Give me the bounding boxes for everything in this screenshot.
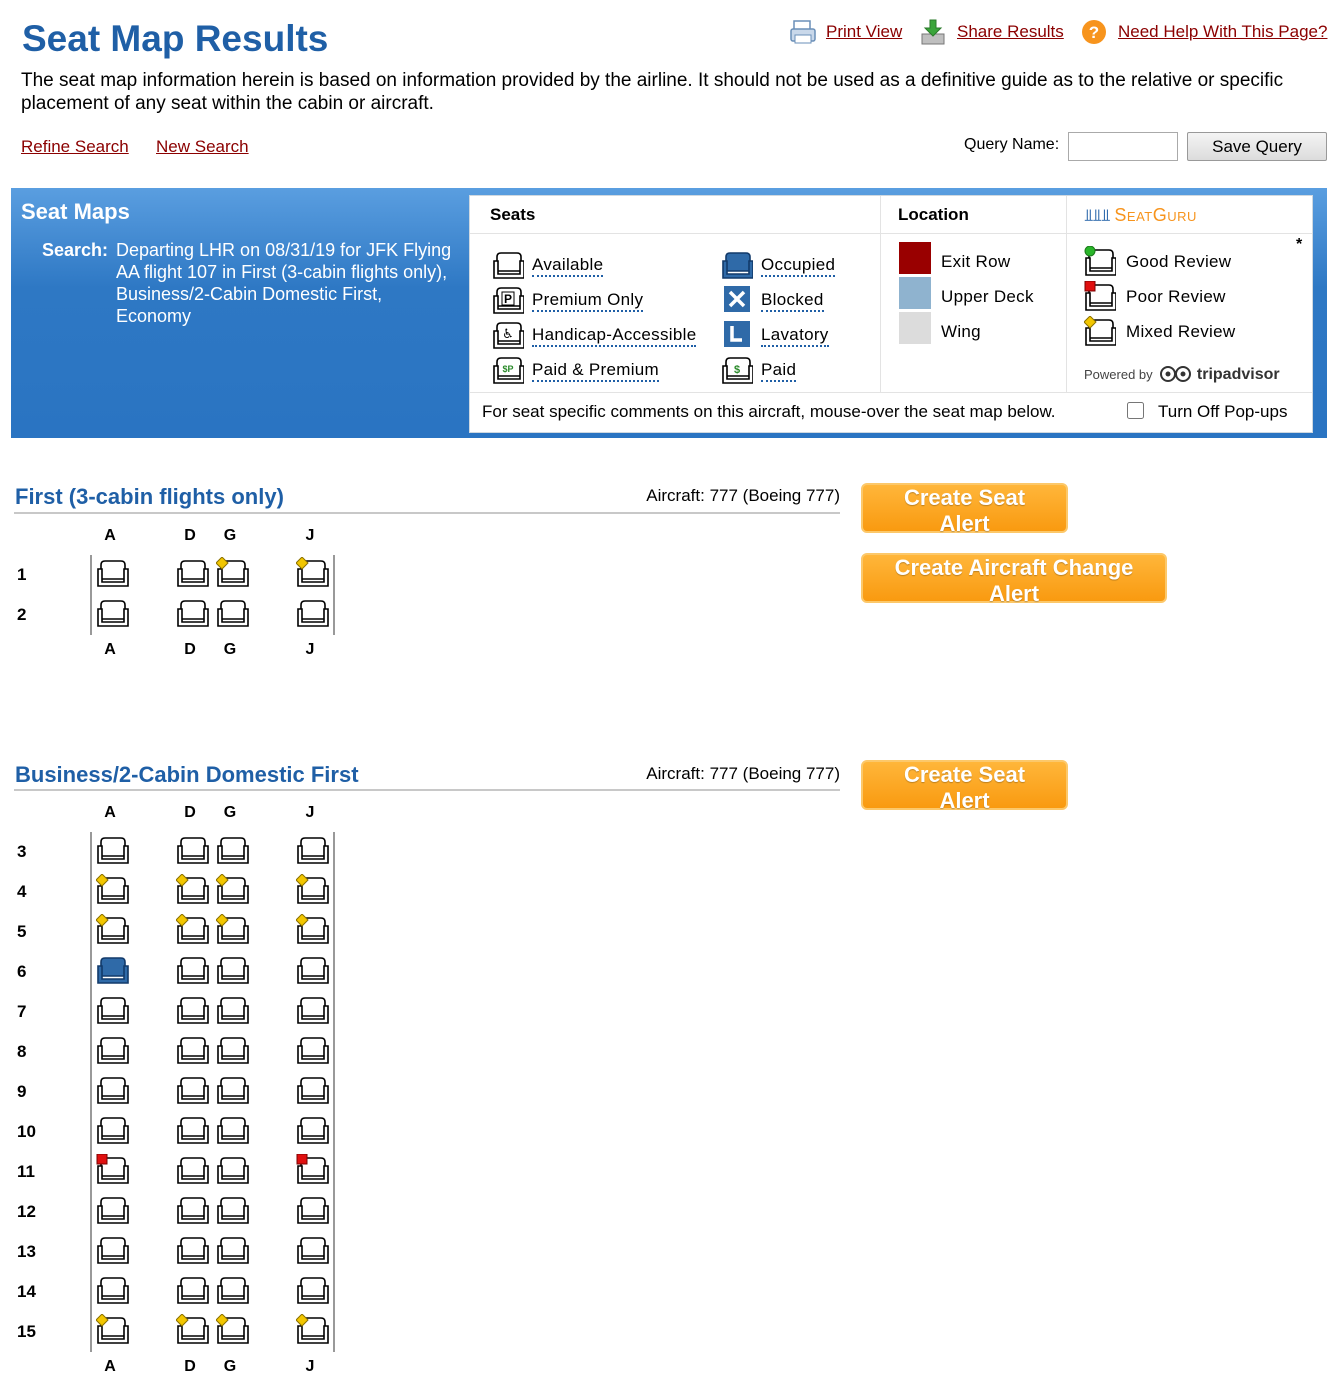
legend-label[interactable]: Paid & Premium [532, 360, 659, 382]
legend-label[interactable]: Available [532, 255, 603, 277]
download-icon[interactable] [920, 18, 946, 46]
column-header-d: D [184, 804, 196, 821]
column-header-j: J [305, 1358, 315, 1375]
seat-1A[interactable] [96, 557, 130, 589]
paid-premium-seat-icon [492, 354, 524, 384]
column-header-d: D [184, 641, 196, 658]
row-number: 7 [17, 1002, 27, 1021]
legend-label: Wing [941, 322, 981, 341]
seat-7J[interactable] [296, 994, 330, 1026]
seat-9A[interactable] [96, 1074, 130, 1106]
legend-label[interactable]: Lavatory [761, 325, 829, 347]
legend-label: Poor Review [1126, 287, 1226, 306]
seat-15D[interactable] [176, 1314, 210, 1346]
mouseover-note: For seat specific comments on this aircraft, mouse-over the seat map below. [482, 402, 1056, 421]
exit-row-swatch [899, 242, 931, 274]
seat-11J[interactable] [296, 1154, 330, 1186]
panel-title: Seat Maps [21, 199, 130, 224]
refine-search-link[interactable]: Refine Search [21, 137, 129, 156]
seat-5A[interactable] [96, 914, 130, 946]
seat-14J[interactable] [296, 1274, 330, 1306]
wing-swatch [899, 312, 931, 344]
seat-12D[interactable] [176, 1194, 210, 1226]
seat-10A[interactable] [96, 1114, 130, 1146]
poor-review-marker [97, 1154, 107, 1164]
legend-location-heading: Location [880, 196, 1066, 234]
column-header-j: J [305, 804, 315, 821]
powered-by-text: Powered by [1084, 367, 1153, 382]
column-header-g: G [223, 527, 237, 544]
seat-9J[interactable] [296, 1074, 330, 1106]
seat-9G[interactable] [216, 1074, 250, 1106]
seat-6D[interactable] [176, 954, 210, 986]
seat-10J[interactable] [296, 1114, 330, 1146]
seat-maps-panel [11, 188, 1327, 438]
disclaimer-text: The seat map information herein is based on information provided by the airline. It should not be used as a definitive guide as to the relative or specific placement of any seat within the cabin or aircraft. [21, 70, 1284, 114]
row-number: 9 [17, 1082, 27, 1101]
seat-1D[interactable] [176, 557, 210, 589]
upper-deck-swatch [899, 277, 931, 309]
seat-5J[interactable] [296, 914, 330, 946]
svg-text:$: $ [733, 364, 741, 376]
seat-12G[interactable] [216, 1194, 250, 1226]
seatguru-logo-text: SeatGuru [1114, 205, 1197, 225]
legend-label[interactable]: Blocked [761, 290, 824, 312]
seat-14A[interactable] [96, 1274, 130, 1306]
print-icon[interactable] [790, 18, 816, 46]
row-number: 2 [17, 605, 27, 624]
legend-label: Upper Deck [941, 287, 1034, 306]
cabin-divider [14, 512, 840, 514]
turn-off-popups-checkbox[interactable] [1127, 402, 1144, 419]
seat-7A[interactable] [96, 994, 130, 1026]
aircraft-type: Aircraft: 777 (Boeing 777) [646, 486, 840, 505]
seat-2D[interactable] [176, 597, 210, 629]
turn-off-popups-label[interactable]: Turn Off Pop-ups [1158, 402, 1288, 421]
seat-10G[interactable] [216, 1114, 250, 1146]
powered-by-tripadvisor [1084, 366, 1280, 384]
row-number: 10 [17, 1122, 36, 1141]
seat-5D[interactable] [176, 914, 210, 946]
legend-label: Exit Row [941, 252, 1011, 271]
column-header-a: A [104, 804, 116, 821]
seat-11A[interactable] [96, 1154, 130, 1186]
row-number: 4 [17, 882, 27, 901]
legend-seats-heading: Seats [470, 196, 880, 234]
legend-label[interactable]: Premium Only [532, 290, 643, 312]
seat-14D[interactable] [176, 1274, 210, 1306]
row-number: 13 [17, 1242, 36, 1261]
poor-review-marker [297, 1154, 307, 1164]
seat-4D[interactable] [176, 874, 210, 906]
query-name-input[interactable] [1068, 132, 1178, 161]
seat-6A[interactable] [96, 954, 130, 986]
column-header-a: A [104, 641, 116, 658]
row-number: 8 [17, 1042, 27, 1061]
legend-label[interactable]: Handicap-Accessible [532, 325, 696, 347]
seat-13J[interactable] [296, 1234, 330, 1266]
query-name-label: Query Name: [964, 136, 1060, 153]
row-number: 1 [17, 565, 27, 584]
seat-10D[interactable] [176, 1114, 210, 1146]
share-results-link[interactable]: Share Results [957, 22, 1064, 41]
cabin-wall-right [333, 832, 335, 1352]
legend-label: Good Review [1126, 252, 1232, 271]
legend-divider [880, 196, 881, 392]
create-aircraft-change-alert-button[interactable]: Create Aircraft Change Alert [861, 553, 1167, 603]
aircraft-type: Aircraft: 777 (Boeing 777) [646, 764, 840, 783]
column-header-g: G [223, 804, 237, 821]
column-header-j: J [305, 527, 315, 544]
legend-box [469, 195, 1313, 433]
seat-8A[interactable] [96, 1034, 130, 1066]
seat-4G[interactable] [216, 874, 250, 906]
column-header-a: A [104, 1358, 116, 1375]
legend-label[interactable]: Paid [761, 360, 796, 382]
cabin-divider [14, 789, 840, 791]
seat-13G[interactable] [216, 1234, 250, 1266]
row-number: 11 [17, 1162, 35, 1181]
tripadvisor-text: tripadvisor [1196, 366, 1280, 383]
seat-11G[interactable] [216, 1154, 250, 1186]
seat-8D[interactable] [176, 1034, 210, 1066]
seat-7D[interactable] [176, 994, 210, 1026]
seat-15A[interactable] [96, 1314, 130, 1346]
search-label: Search: [42, 240, 109, 260]
row-number: 14 [17, 1282, 36, 1301]
seat-3G[interactable] [216, 834, 250, 866]
seat-13D[interactable] [176, 1234, 210, 1266]
row-number: 3 [17, 842, 27, 861]
legend-label: Mixed Review [1126, 322, 1236, 341]
column-header-d: D [184, 1358, 196, 1375]
new-search-link[interactable]: New Search [156, 137, 249, 156]
seat-14G[interactable] [216, 1274, 250, 1306]
search-description: Departing LHR on 08/31/19 for JFK Flying AA flight 107 in First (3-cabin flights only), Business/2-Cabin Domestic First, Economy [116, 240, 452, 326]
seat-11D[interactable] [176, 1154, 210, 1186]
occupied-seat-icon [721, 249, 753, 279]
column-header-g: G [223, 1358, 237, 1375]
lavatory-icon [721, 319, 753, 349]
svg-text:P: P [503, 292, 513, 306]
page-title: Seat Map Results [22, 18, 329, 59]
seat-3D[interactable] [176, 834, 210, 866]
row-number: 15 [17, 1322, 36, 1341]
svg-text:♿: ♿ [502, 327, 514, 342]
row-number: 5 [17, 922, 27, 941]
cabin-wall-left [90, 555, 92, 635]
column-header-d: D [184, 527, 196, 544]
cabin-title: Business/2-Cabin Domestic First [15, 762, 359, 787]
seat-6J[interactable] [296, 954, 330, 986]
seat-6G[interactable] [216, 954, 250, 986]
seat-4J[interactable] [296, 874, 330, 906]
row-number: 6 [17, 962, 27, 981]
cabin-title: First (3-cabin flights only) [15, 484, 284, 509]
cabin-wall-left [90, 832, 92, 1352]
seat-1G[interactable] [216, 557, 250, 589]
blocked-icon [721, 284, 753, 314]
print-view-link[interactable]: Print View [826, 22, 903, 41]
seat-2J[interactable] [296, 597, 330, 629]
cabin-wall-right [333, 555, 335, 635]
column-header-g: G [223, 641, 237, 658]
mixed-review-seat-icon [1084, 316, 1116, 346]
seat-13A[interactable] [96, 1234, 130, 1266]
handicap-seat-icon [492, 319, 524, 349]
seat-1J[interactable] [296, 557, 330, 589]
seat-3J[interactable] [296, 834, 330, 866]
seat-3A[interactable] [96, 834, 130, 866]
legend-asterisk: * [1296, 236, 1303, 253]
create-seat-alert-button[interactable]: Create Seat Alert [861, 760, 1068, 810]
seat-9D[interactable] [176, 1074, 210, 1106]
column-header-j: J [305, 641, 315, 658]
poor-review-seat-icon [1084, 281, 1116, 311]
svg-text:?: ? [1088, 23, 1100, 42]
seat-2G[interactable] [216, 597, 250, 629]
seatguru-logo: ⫫⫫⫫ SeatGuru [1066, 196, 1312, 234]
row-number: 12 [17, 1202, 36, 1221]
seat-12A[interactable] [96, 1194, 130, 1226]
help-link[interactable]: Need Help With This Page? [1118, 22, 1328, 41]
column-header-a: A [104, 527, 116, 544]
good-review-seat-icon [1084, 246, 1116, 276]
help-icon[interactable] [1081, 18, 1107, 46]
seat-8G[interactable] [216, 1034, 250, 1066]
seat-8J[interactable] [296, 1034, 330, 1066]
seat-15G[interactable] [216, 1314, 250, 1346]
paid-seat-icon [721, 354, 753, 384]
seat-4A[interactable] [96, 874, 130, 906]
create-seat-alert-button[interactable]: Create Seat Alert [861, 483, 1068, 533]
premium-seat-icon [492, 284, 524, 314]
seat-12J[interactable] [296, 1194, 330, 1226]
legend-divider [1066, 196, 1067, 392]
seat-15J[interactable] [296, 1314, 330, 1346]
seat-7G[interactable] [216, 994, 250, 1026]
legend-footer [470, 392, 1312, 433]
legend-label[interactable]: Occupied [761, 255, 835, 277]
tripadvisor-owl-icon [1159, 366, 1193, 382]
seat-2A[interactable] [96, 597, 130, 629]
svg-text:$P: $P [502, 364, 514, 374]
seat-5G[interactable] [216, 914, 250, 946]
save-query-button[interactable]: Save Query [1187, 132, 1327, 161]
available-seat-icon [492, 249, 524, 279]
